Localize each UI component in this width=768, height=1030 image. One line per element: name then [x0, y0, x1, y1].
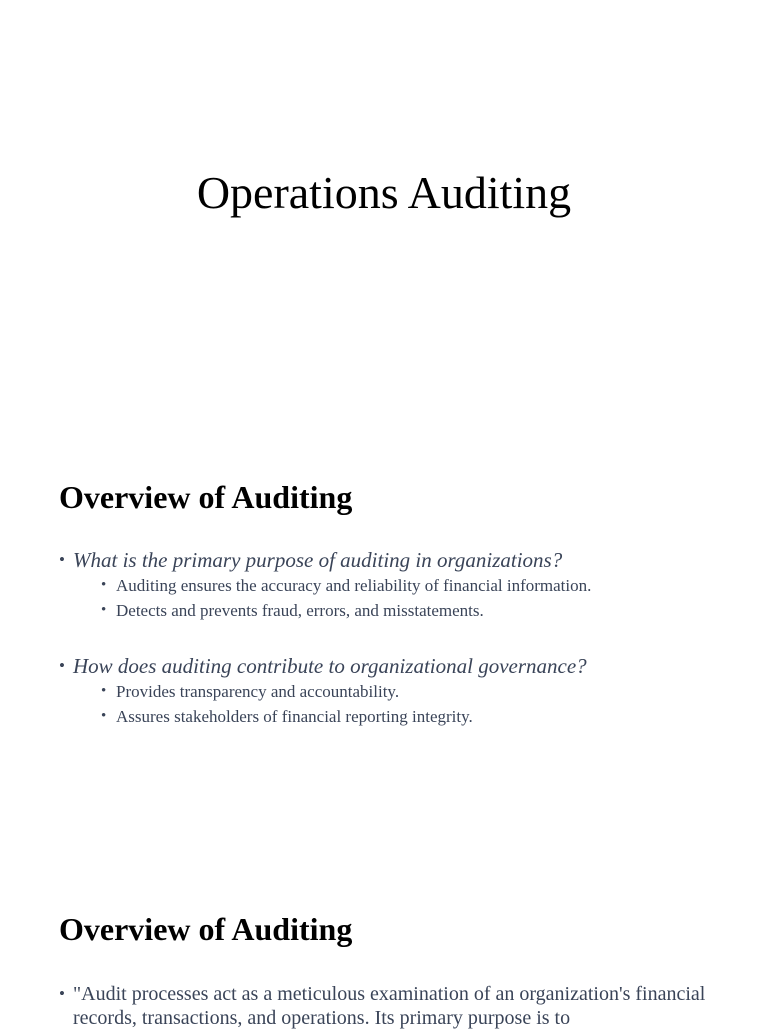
answer-list — [73, 679, 739, 729]
answer-item — [101, 704, 739, 729]
question-list — [59, 547, 739, 729]
quote-item — [59, 982, 739, 1030]
overview-slide-2 — [59, 910, 739, 1030]
quote-list — [59, 982, 739, 1030]
answer-text: Assures stakeholders of financial reporting integrity. — [116, 707, 473, 726]
quote-text: "Audit processes act as a meticulous examination of an organization's financial records, transactions, and operations. Its primary purpose is to — [73, 983, 706, 1029]
bullet-icon: • — [59, 984, 65, 1003]
section-heading: Overview of Auditing — [59, 911, 353, 947]
section-heading: Overview of Auditing — [59, 479, 353, 515]
answer-list — [73, 573, 739, 623]
page-title: Operations Auditing — [196, 167, 572, 218]
answer-text: Provides transparency and accountability. — [116, 682, 400, 701]
question-text: How does auditing contribute to organizational governance? — [73, 654, 587, 678]
answer-item — [101, 679, 739, 704]
bullet-icon: • — [101, 683, 107, 699]
overview-slide-1 — [59, 478, 739, 729]
bullet-icon: • — [59, 550, 65, 569]
bullet-icon: • — [101, 577, 107, 593]
bullet-icon: • — [59, 656, 65, 675]
answer-item — [101, 598, 739, 623]
answer-text: Detects and prevents fraud, errors, and misstatements. — [116, 601, 484, 620]
bullet-icon: • — [101, 708, 107, 724]
question-text: What is the primary purpose of auditing in organizations? — [73, 548, 563, 572]
answer-text: Auditing ensures the accuracy and reliability of financial information. — [116, 576, 592, 595]
question-item — [59, 547, 739, 623]
answer-item — [101, 573, 739, 598]
question-item — [59, 653, 739, 729]
bullet-icon: • — [101, 602, 107, 618]
